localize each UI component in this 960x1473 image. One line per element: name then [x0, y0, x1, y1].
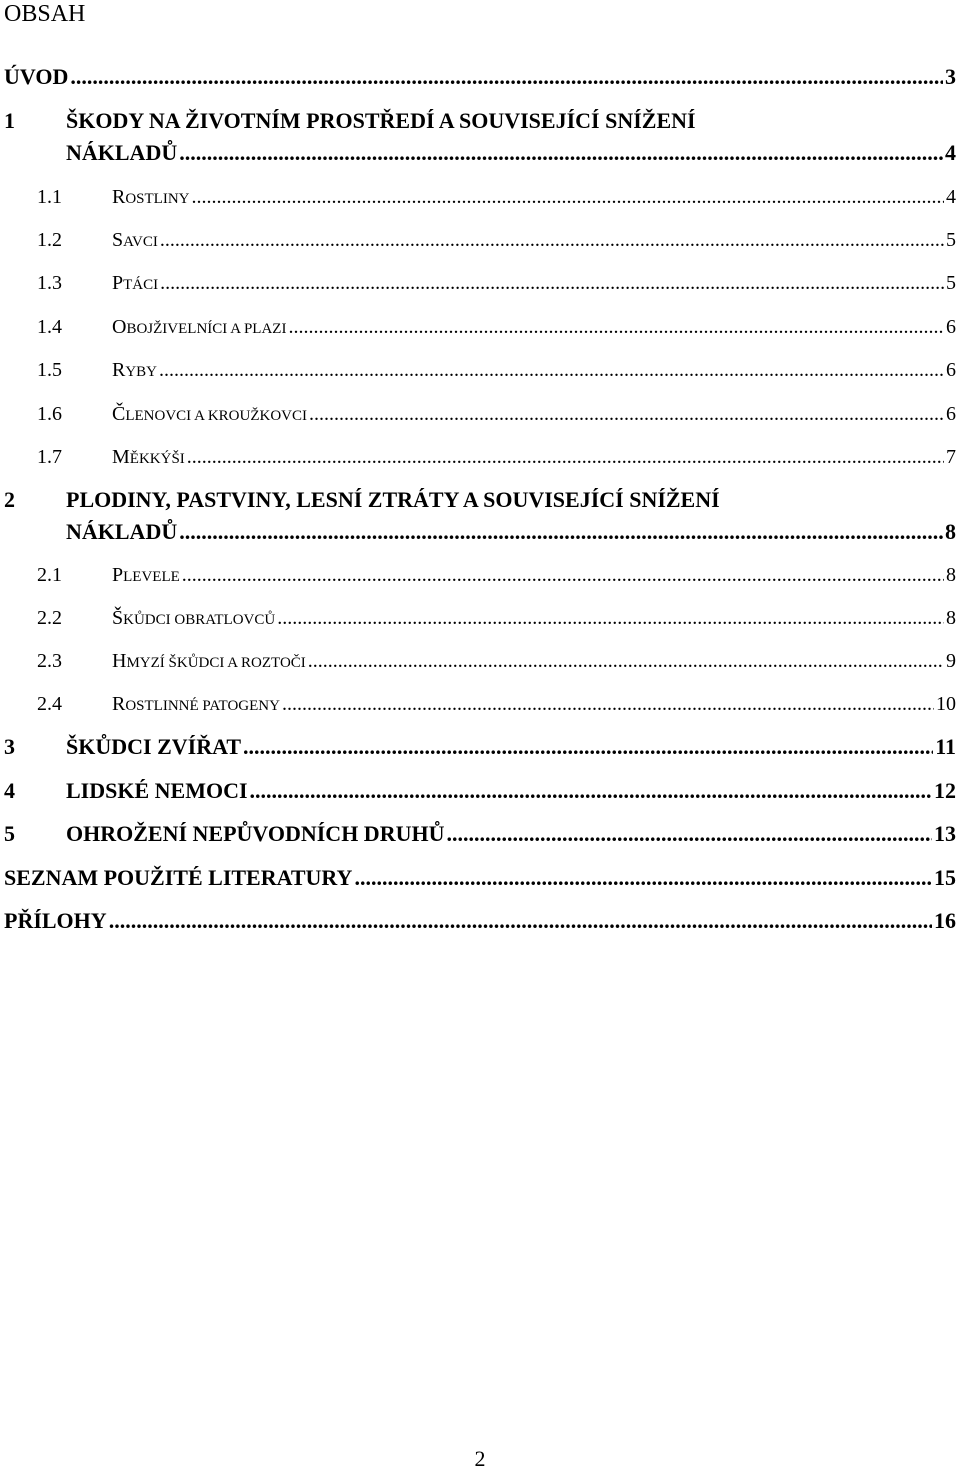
toc-entry-title: ŠKŮDCI ZVÍŘAT: [66, 734, 242, 759]
toc-entry-title: ČLENOVCI A KROUŽKOVCI: [112, 403, 308, 425]
dot-leader: [277, 605, 944, 631]
dot-leader: [160, 227, 944, 253]
toc-entry-title-line1: PLODINY, PASTVINY, LESNÍ ZTRÁTY A SOUVISEJÍCÍ SNÍŽENÍ: [66, 487, 720, 512]
toc-entry-1-7[interactable]: [0, 444, 960, 474]
toc-entry-chapter-3[interactable]: [0, 734, 960, 764]
toc-entry-title: OBOJŽIVELNÍCI A PLAZI: [112, 316, 287, 338]
dot-leader: [159, 357, 944, 383]
dot-leader: [309, 401, 944, 427]
toc-entry-references[interactable]: [0, 865, 960, 895]
toc-entry-number: 2.3: [37, 650, 62, 672]
toc-entry-page: 15: [934, 865, 956, 890]
toc-entry-number: 1.5: [37, 359, 62, 381]
toc-entry-page: 12: [934, 778, 956, 803]
dot-leader: [446, 821, 932, 847]
toc-entry-page: 9: [946, 650, 956, 672]
toc-entry-number: 3: [4, 734, 15, 759]
toc-entry-page: 3: [945, 64, 956, 89]
dot-leader: [243, 734, 933, 760]
dot-leader: [288, 314, 944, 340]
toc-entry-page: 6: [946, 316, 956, 338]
toc-entry-page: 8: [946, 564, 956, 586]
toc-entry-page: 10: [936, 693, 956, 715]
toc-entry-1-3[interactable]: [0, 270, 960, 300]
toc-entry-chapter-1-line1[interactable]: [0, 108, 960, 138]
toc-entry-page: 13: [934, 821, 956, 846]
toc-entry-number: 2: [4, 487, 15, 512]
dot-leader: [70, 64, 943, 90]
toc-entry-title: PLEVELE: [112, 564, 180, 586]
dot-leader: [192, 184, 944, 210]
toc-entry-title: LIDSKÉ NEMOCI: [66, 778, 248, 803]
toc-entry-page: 8: [945, 519, 956, 544]
toc-entry-title: ROSTLINNÉ PATOGENY: [112, 693, 280, 715]
toc-entry-chapter-2-line1[interactable]: [0, 487, 960, 517]
toc-entry-number: 2.4: [37, 693, 62, 715]
dot-leader: [109, 908, 932, 934]
toc-entry-chapter-2[interactable]: [0, 519, 960, 549]
toc-entry-chapter-1[interactable]: [0, 140, 960, 170]
toc-entry-number: 1.7: [37, 446, 62, 468]
toc-entry-number: 4: [4, 778, 15, 803]
toc-entry-number: 1.1: [37, 186, 62, 208]
toc-entry-page: 16: [934, 908, 956, 933]
toc-entry-title: SEZNAM POUŽITÉ LITERATURY: [4, 865, 353, 890]
toc-entry-2-3[interactable]: [0, 648, 960, 678]
dot-leader: [250, 778, 932, 804]
toc-entry-page: 5: [946, 272, 956, 294]
toc-entry-page: 6: [946, 403, 956, 425]
dot-leader: [160, 270, 944, 296]
page-heading: OBSAH: [4, 1, 86, 27]
toc-entry-1-5[interactable]: [0, 357, 960, 387]
toc-entry-page: 7: [946, 446, 956, 468]
toc-entry-title: ŠKŮDCI OBRATLOVCŮ: [112, 607, 276, 629]
toc-entry-title: ÚVOD: [4, 64, 69, 89]
toc-entry-number: 1.6: [37, 403, 62, 425]
toc-entry-uvod[interactable]: [0, 64, 960, 94]
toc-entry-title-line1: ŠKODY NA ŽIVOTNÍM PROSTŘEDÍ A SOUVISEJÍCÍ SNÍŽENÍ: [66, 108, 696, 133]
toc-entry-title: NÁKLADŮ: [66, 140, 178, 165]
toc-entry-number: 2.2: [37, 607, 62, 629]
toc-entry-2-1[interactable]: [0, 562, 960, 592]
toc-entry-page: 6: [946, 359, 956, 381]
toc-entry-number: 1: [4, 108, 15, 133]
toc-entry-1-6[interactable]: [0, 401, 960, 431]
toc-entry-number: 1.4: [37, 316, 62, 338]
toc-entry-1-1[interactable]: [0, 184, 960, 214]
toc-entry-page: 4: [945, 140, 956, 165]
toc-entry-title: ROSTLINY: [112, 186, 190, 208]
toc-entry-number: 1.3: [37, 272, 62, 294]
toc-entry-title: NÁKLADŮ: [66, 519, 178, 544]
toc-entry-title: PTÁCI: [112, 272, 159, 294]
dot-leader: [179, 519, 943, 545]
toc-entry-1-4[interactable]: [0, 314, 960, 344]
toc-entry-page: 4: [946, 186, 956, 208]
toc-entry-number: 1.2: [37, 229, 62, 251]
toc-entry-number: 2.1: [37, 564, 62, 586]
dot-leader: [187, 444, 944, 470]
toc-entry-title: RYBY: [112, 359, 158, 381]
toc-entry-page: 8: [946, 607, 956, 629]
toc-entry-number: 5: [4, 821, 15, 846]
toc-entry-appendices[interactable]: [0, 908, 960, 938]
toc-entry-chapter-4[interactable]: [0, 778, 960, 808]
dot-leader: [282, 691, 934, 717]
toc-entry-page: 5: [946, 229, 956, 251]
toc-entry-1-2[interactable]: [0, 227, 960, 257]
toc-entry-title: HMYZÍ ŠKŮDCI A ROZTOČI: [112, 650, 306, 672]
toc-entry-chapter-5[interactable]: [0, 821, 960, 851]
toc-entry-2-2[interactable]: [0, 605, 960, 635]
dot-leader: [179, 140, 943, 166]
dot-leader: [308, 648, 944, 674]
dot-leader: [354, 865, 932, 891]
page-number: 2: [474, 1446, 486, 1471]
toc-entry-page: 11: [935, 734, 956, 759]
toc-entry-title: PŘÍLOHY: [4, 908, 107, 933]
toc-entry-title: SAVCI: [112, 229, 158, 251]
toc-entry-title: MĚKKÝŠI: [112, 446, 185, 468]
toc-entry-title: OHROŽENÍ NEPŮVODNÍCH DRUHŮ: [66, 821, 445, 846]
dot-leader: [182, 562, 944, 588]
toc-entry-2-4[interactable]: [0, 691, 960, 721]
